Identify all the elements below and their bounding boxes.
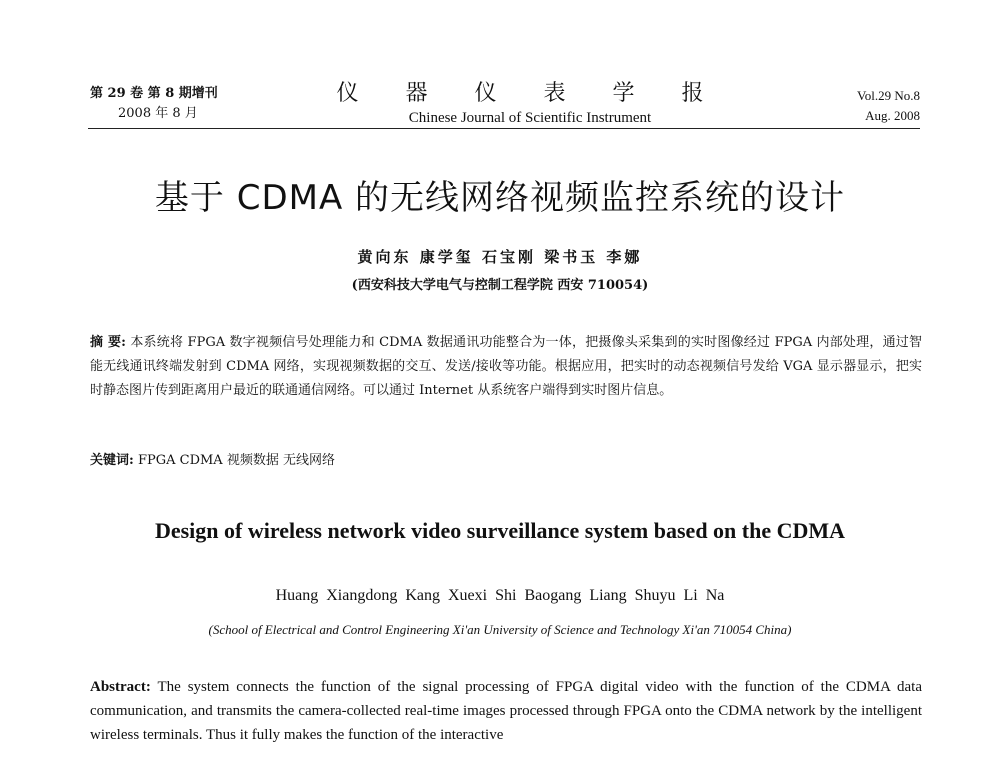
abstract-cn (90, 331, 922, 403)
header-date-en: Aug. 2008 (865, 108, 920, 123)
journal-name-cn: 仪 器 仪 表 学 报 (336, 81, 724, 106)
header-volume-en: Vol.29 No.8 (857, 88, 920, 103)
abstract-label-en: Abstract: (90, 679, 151, 695)
affiliation-cn: (西安科技大学电气与控制工程学院 西安 710054) (351, 278, 649, 293)
journal-name-block (330, 80, 730, 128)
header-volume-block (90, 84, 218, 124)
journal-name-en: Chinese Journal of Scientific Instrument (408, 110, 652, 126)
header-divider (88, 128, 920, 129)
abstract-text-en: The system connects the function of the signal processing of FPGA digital video with the function of the CDMA data communication, and transmits the camera-collected real-time images processed through FPGA onto the CDMA network by the intelligent wireless terminals. Thus it fully makes the function of the interactive (90, 679, 922, 743)
abstract-label-cn: 摘 要: (90, 335, 126, 350)
keywords-label-cn: 关键词: (90, 453, 134, 468)
header-date-cn: 2008 年 8 月 (118, 106, 198, 121)
abstract-text-cn: 本系统将 FPGA 数字视频信号处理能力和 CDMA 数据通讯功能整合为一体，把摄像头采集到的实时图像经过 FPGA 内部处理，通过智能无线通讯终端发射到 CDMA 网络，实现视频数据的交互、发送/接收等功能。根据应用，把实时的动态视频信号发给 VGA 显示器显示，把实时静态图片传到距离用户最近的联通通信网络。可以通过 Internet 从系统客户端得到实时图片信息。 (90, 335, 923, 398)
header-volume-issue-cn: 第 29 卷 第 8 期增刊 (90, 86, 218, 101)
keywords-cn (90, 451, 335, 471)
authors-cn: 黄向东 康学玺 石宝刚 梁书玉 李娜 (357, 248, 643, 266)
keywords-text-cn: FPGA CDMA 视频数据 无线网络 (133, 453, 335, 468)
authors-en: Huang Xiangdong Kang Xuexi Shi Baogang Liang Shuyu Li Na (275, 587, 725, 604)
paper-title-cn: 基于 CDMA 的无线网络视频监控系统的设计 (154, 178, 846, 218)
paper-title-en: Design of wireless network video surveillance system based on the CDMA (154, 518, 846, 543)
header-volume-en-block (857, 86, 920, 126)
affiliation-en: (School of Electrical and Control Engineering Xi'an University of Science and Technology Xi'an 710054 China) (208, 622, 792, 637)
abstract-en (90, 675, 922, 747)
